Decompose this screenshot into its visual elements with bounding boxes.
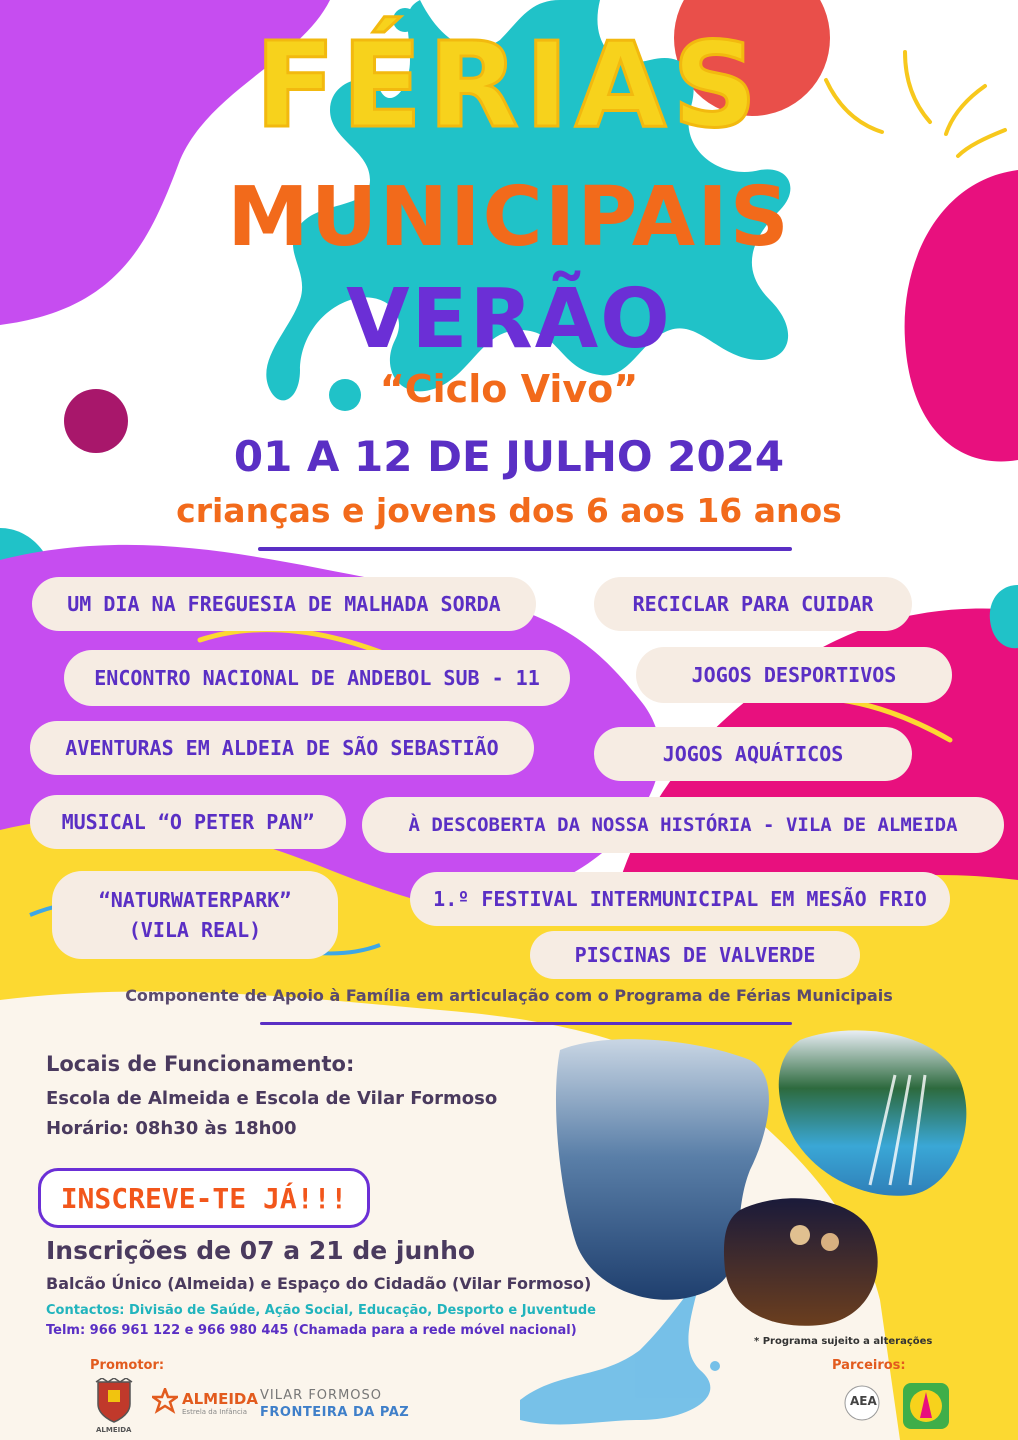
promoter-label: Promotor:: [90, 1358, 165, 1373]
title-verao: VERÃO: [346, 272, 672, 367]
partner2-logo-icon: [902, 1382, 950, 1430]
activity-festival-mesao-frio: 1.º FESTIVAL INTERMUNICIPAL EM MESÃO FRIO: [410, 872, 950, 926]
target-audience: crianças e jovens dos 6 aos 16 anos: [176, 491, 842, 530]
divider-top: [258, 547, 792, 551]
activity-peter-pan: MUSICAL “O PETER PAN”: [30, 795, 346, 849]
activity-aventuras: AVENTURAS EM ALDEIA DE SÃO SEBASTIÃO: [30, 721, 534, 775]
schedule-text: Horário: 08h30 às 18h00: [46, 1118, 297, 1139]
activity-piscinas-valverde: PISCINAS DE VALVERDE: [530, 931, 860, 979]
support-component-text: Componente de Apoio à Família em articulação com o Programa de Férias Municipais: [125, 986, 893, 1005]
register-cta: INSCREVE-TE JÁ!!!: [38, 1168, 370, 1228]
almeida-star-logo-icon: [152, 1388, 178, 1414]
vilar-formoso-line2: FRONTEIRA DA PAZ: [260, 1405, 410, 1420]
registration-location: Balcão Único (Almeida) e Espaço do Cidadão (Vilar Formoso): [46, 1274, 592, 1293]
almeida-logo-text: ALMEIDA: [182, 1390, 258, 1408]
title-ferias: FÉRIAS: [254, 16, 764, 154]
divider-bottom: [260, 1022, 792, 1025]
activity-malhada-sorda: UM DIA NA FREGUESIA DE MALHADA SORDA: [32, 577, 536, 631]
partners-label: Parceiros:: [832, 1358, 906, 1373]
almeida-tagline: Estrela da Infância: [182, 1408, 248, 1416]
subtitle-ciclo-vivo: “Ciclo Vivo”: [379, 367, 639, 411]
activity-jogos-aquaticos: JOGOS AQUÁTICOS: [594, 727, 912, 781]
aea-partner-text: AEA: [850, 1394, 877, 1408]
registration-period: Inscrições de 07 a 21 de junho: [46, 1236, 476, 1265]
naturwaterpark-location: (VILA REAL): [128, 918, 262, 942]
almeida-crest-icon: [92, 1378, 136, 1428]
event-dates: 01 A 12 DE JULHO 2024: [233, 432, 785, 481]
contacts-line: Contactos: Divisão de Saúde, Ação Social, Educação, Desporto e Juventude: [46, 1303, 596, 1318]
title-municipais: MUNICIPAIS: [227, 170, 791, 265]
activity-andebol: ENCONTRO NACIONAL DE ANDEBOL SUB - 11: [64, 650, 570, 706]
activity-reciclar: RECICLAR PARA CUIDAR: [594, 577, 912, 631]
activity-historia-almeida: À DESCOBERTA DA NOSSA HISTÓRIA - VILA DE ALMEIDA: [362, 797, 1004, 853]
vilar-formoso-line1: VILAR FORMOSO: [260, 1388, 383, 1403]
crest-caption: ALMEIDA: [96, 1426, 132, 1434]
peter-pan-photo: [724, 1198, 878, 1325]
phones-line: Telm: 966 961 122 e 966 980 445 (Chamada para a rede móvel nacional): [46, 1323, 577, 1338]
program-note: * Programa sujeito a alterações: [754, 1336, 933, 1347]
locations-title: Locais de Funcionamento:: [46, 1052, 355, 1076]
activity-jogos-desportivos: JOGOS DESPORTIVOS: [636, 647, 952, 703]
photo-collage: [550, 1020, 970, 1340]
naturwaterpark-name: “NATURWATERPARK”: [98, 888, 292, 912]
activity-naturwaterpark: [52, 871, 338, 959]
locations-text: Escola de Almeida e Escola de Vilar Formoso: [46, 1088, 498, 1109]
